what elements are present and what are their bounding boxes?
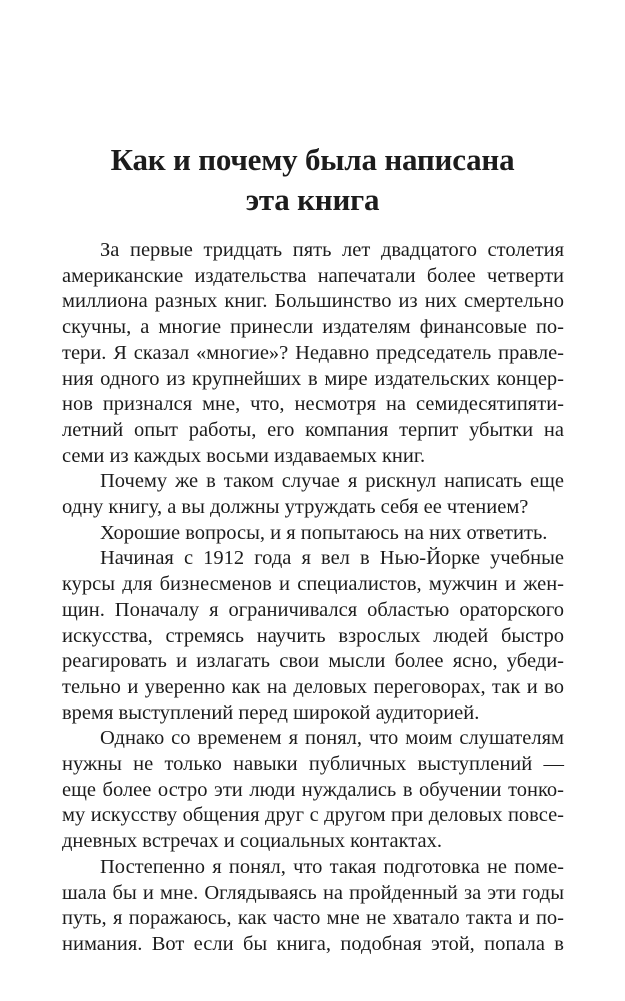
chapter-title-line: эта книга <box>245 182 380 217</box>
paragraph <box>62 238 564 469</box>
text-line: щин. Поначалу я ограничивался областью ораторского <box>62 598 564 621</box>
text-line: шала бы и мне. Оглядываясь на пройденный за эти годы <box>62 881 564 904</box>
text-line: Постепенно я понял, что такая подготовка не поме- <box>100 855 564 878</box>
paragraph <box>62 726 564 855</box>
text-line: дневных встречах и социальных контактах. <box>62 830 442 853</box>
text-line: Хорошие вопросы, и я попытаюсь на них ответить. <box>100 521 548 544</box>
text-line: За первые тридцать пять лет двадцатого столетия <box>100 239 564 261</box>
text-line: курсы для бизнесменов и специалистов, мужчин и жен- <box>62 573 564 596</box>
text-line: нужны не только навыки публичных выступлений — <box>62 753 564 776</box>
text-line: летний опыт работы, его компания терпит убытки на <box>62 418 564 441</box>
paragraph <box>62 546 564 726</box>
text-line: Однако со временем я понял, что моим слушателям <box>100 727 564 750</box>
text-line: путь, я поражаюсь, как часто мне не хватало такта и по- <box>62 907 564 930</box>
text-line: миллиона разных книг. Большинство из них смертельно <box>62 290 564 313</box>
text-line: американские издательства напечатали более четверти <box>62 264 564 287</box>
paragraph <box>62 521 564 547</box>
text-line: реагировать и излагать свои мысли более ясно, убеди- <box>62 650 564 673</box>
text-line: му искусству общения друг с другом при деловых повсе- <box>62 804 564 827</box>
text-line: нов признался мне, что, несмотря на семидесятипяти- <box>62 393 564 416</box>
text-line: одну книгу, а вы должны утруждать себя ее чтением? <box>62 496 529 519</box>
paragraph <box>62 855 564 958</box>
text-line: ния одного из крупнейших в мире издательских концер- <box>62 367 564 390</box>
chapter-title <box>70 140 555 220</box>
text-line: скучны, а многие принесли издателям финансовые по- <box>62 316 564 339</box>
text-line: Начиная с 1912 года я вел в Нью-Йорке учебные <box>100 547 564 570</box>
text-line: тери. Я сказал «многие»? Недавно председатель правле- <box>62 341 564 364</box>
paragraph <box>62 469 564 520</box>
text-line: Почему же в таком случае я рискнул написать еще <box>100 470 564 493</box>
chapter-body <box>62 238 564 958</box>
text-line: еще более остро эти люди нуждались в обучении тонко- <box>62 778 564 801</box>
text-line: искусства, стремясь научить взрослых людей быстро <box>62 624 564 647</box>
text-line: нимания. Вот если бы книга, подобная этой, попала в <box>62 932 564 955</box>
text-line: семи из каждых восьми издаваемых книг. <box>62 444 426 467</box>
text-line: время выступлений перед широкой аудиторией. <box>62 701 480 724</box>
chapter-title-line: Как и почему была написана <box>110 142 515 177</box>
text-line: тельно и уверенно как на деловых переговорах, так и во <box>62 675 564 698</box>
